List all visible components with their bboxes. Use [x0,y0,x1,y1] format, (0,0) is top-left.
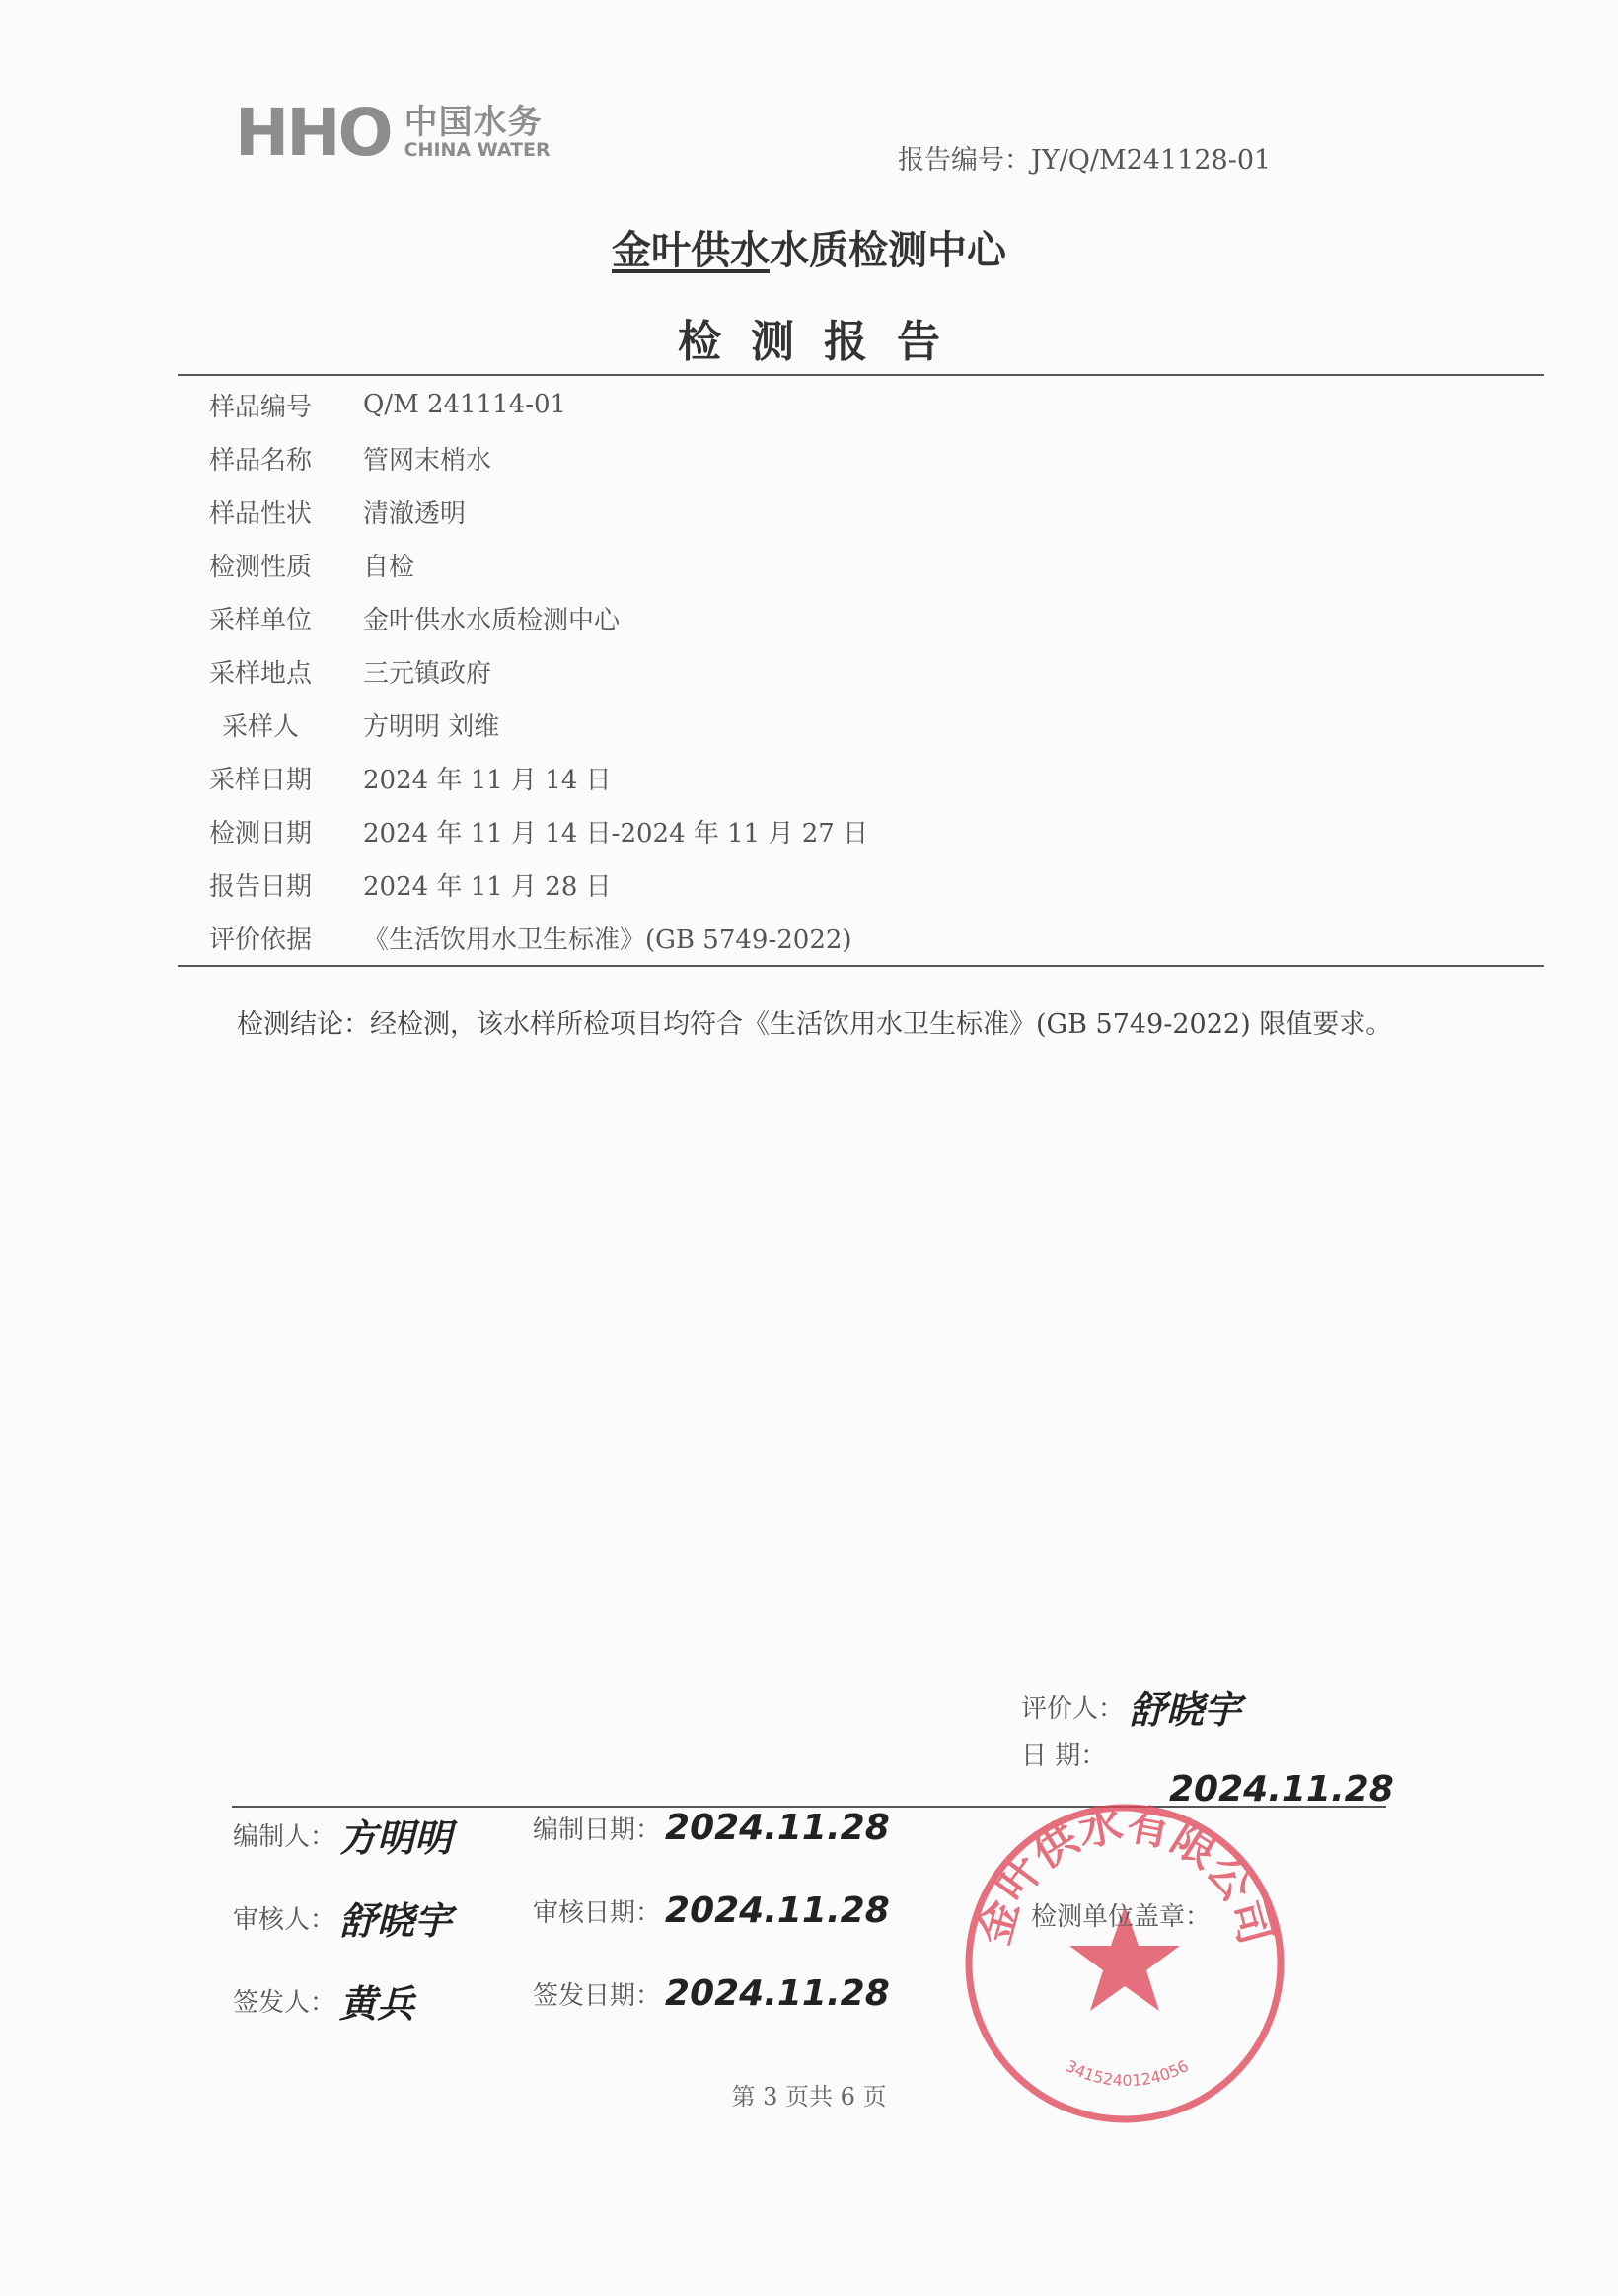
info-row [178,591,1544,644]
review-date-row [533,1890,890,1931]
report-number: 报告编号：JY/Q/M241128-01 [898,145,1272,176]
info-value: 2024 年 11 月 14 日 [363,765,612,795]
info-label: 采样日期 [208,765,312,795]
info-value: 三元镇政府 [363,658,492,689]
company-logo [235,95,551,171]
info-label: 样品名称 [208,445,312,476]
info-value: 方明明 刘维 [363,711,500,742]
info-label: 样品编号 [208,392,312,422]
compiler-label: 编制人： [233,1822,336,1852]
review-date-signature: 2024.11.28 [665,1890,890,1931]
compiler-signature: 方明明 [339,1816,453,1860]
review-date-label: 审核日期： [533,1898,662,1928]
compiler-row [233,1808,452,1862]
compile-date-signature: 2024.11.28 [665,1808,890,1848]
info-label: 采样人 [221,711,299,742]
info-row [178,751,1544,804]
sample-info-table [178,378,1544,964]
info-label: 检测性质 [208,552,312,582]
info-label: 报告日期 [208,871,312,902]
seal-code-path: 3415240124056 [1063,2056,1192,2091]
info-row [178,431,1544,484]
compile-date-row [533,1808,890,1848]
logo-cn: 中国水务 [404,102,543,142]
organization-title-rest: 水质检测中心 [770,228,1006,273]
test-conclusion: 检测结论：经检测，该水样所检项目均符合《生活饮用水卫生标准》(GB 5749-2022) 限值要求。 [237,1009,1393,1040]
logo-text [404,102,551,162]
organization-title-underlined: 金叶供水 [612,228,770,273]
issuer-label: 签发人： [233,1988,336,2018]
issue-date-signature: 2024.11.28 [665,1973,890,2014]
issuer-signature: 黄兵 [339,1982,415,2026]
seal-text-path: 金叶供水有限公司 [968,1799,1282,1951]
info-label: 检测日期 [208,818,312,849]
document-title: 检测报告 [678,317,970,367]
bottom-rule [178,965,1544,967]
issuer-row [233,1973,414,2028]
info-row [178,378,1544,431]
reviewer-label: 审核人： [233,1905,336,1935]
info-label: 采样单位 [208,605,312,635]
info-row [178,857,1544,911]
page-number: 第 3 页共 6 页 [731,2083,887,2111]
evaluator-line [1021,1682,1394,1730]
reviewer-signature: 舒晓宇 [339,1899,453,1943]
evaluation-date-label: 日 期： [1021,1741,1107,1771]
seal-label: 检测单位盖章： [1031,1902,1212,1932]
info-value: 金叶供水水质检测中心 [363,605,621,635]
issue-date-row [533,1973,890,2014]
issue-date-label: 签发日期： [533,1981,662,2011]
reviewer-row [233,1890,452,1945]
info-value: 管网末梢水 [363,445,492,476]
info-label: 评价依据 [208,925,312,955]
info-row [178,804,1544,857]
info-label: 采样地点 [208,658,312,689]
info-value: 2024 年 11 月 28 日 [363,871,612,902]
top-rule [178,374,1544,376]
evaluation-date-signature: 2024.11.28 [1169,1769,1394,1810]
info-row [178,644,1544,698]
info-value: 2024 年 11 月 14 日-2024 年 11 月 27 日 [363,818,869,849]
info-row [178,484,1544,538]
compile-date-label: 编制日期： [533,1815,662,1845]
info-row [178,538,1544,591]
info-row [178,911,1544,964]
logo-mark: HHO [235,95,391,171]
info-value: 自检 [363,552,415,582]
info-value: 《生活饮用水卫生标准》(GB 5749-2022) [363,925,852,955]
evaluation-block [1021,1682,1394,1810]
organization-title [0,219,1618,275]
evaluator-label: 评价人： [1021,1693,1125,1724]
info-label: 样品性状 [208,498,312,529]
info-value: Q/M 241114-01 [363,390,567,419]
info-value: 清澈透明 [363,498,467,529]
evaluator-signature: 舒晓宇 [1129,1687,1242,1732]
logo-en: CHINA WATER [404,139,551,162]
info-row [178,698,1544,751]
